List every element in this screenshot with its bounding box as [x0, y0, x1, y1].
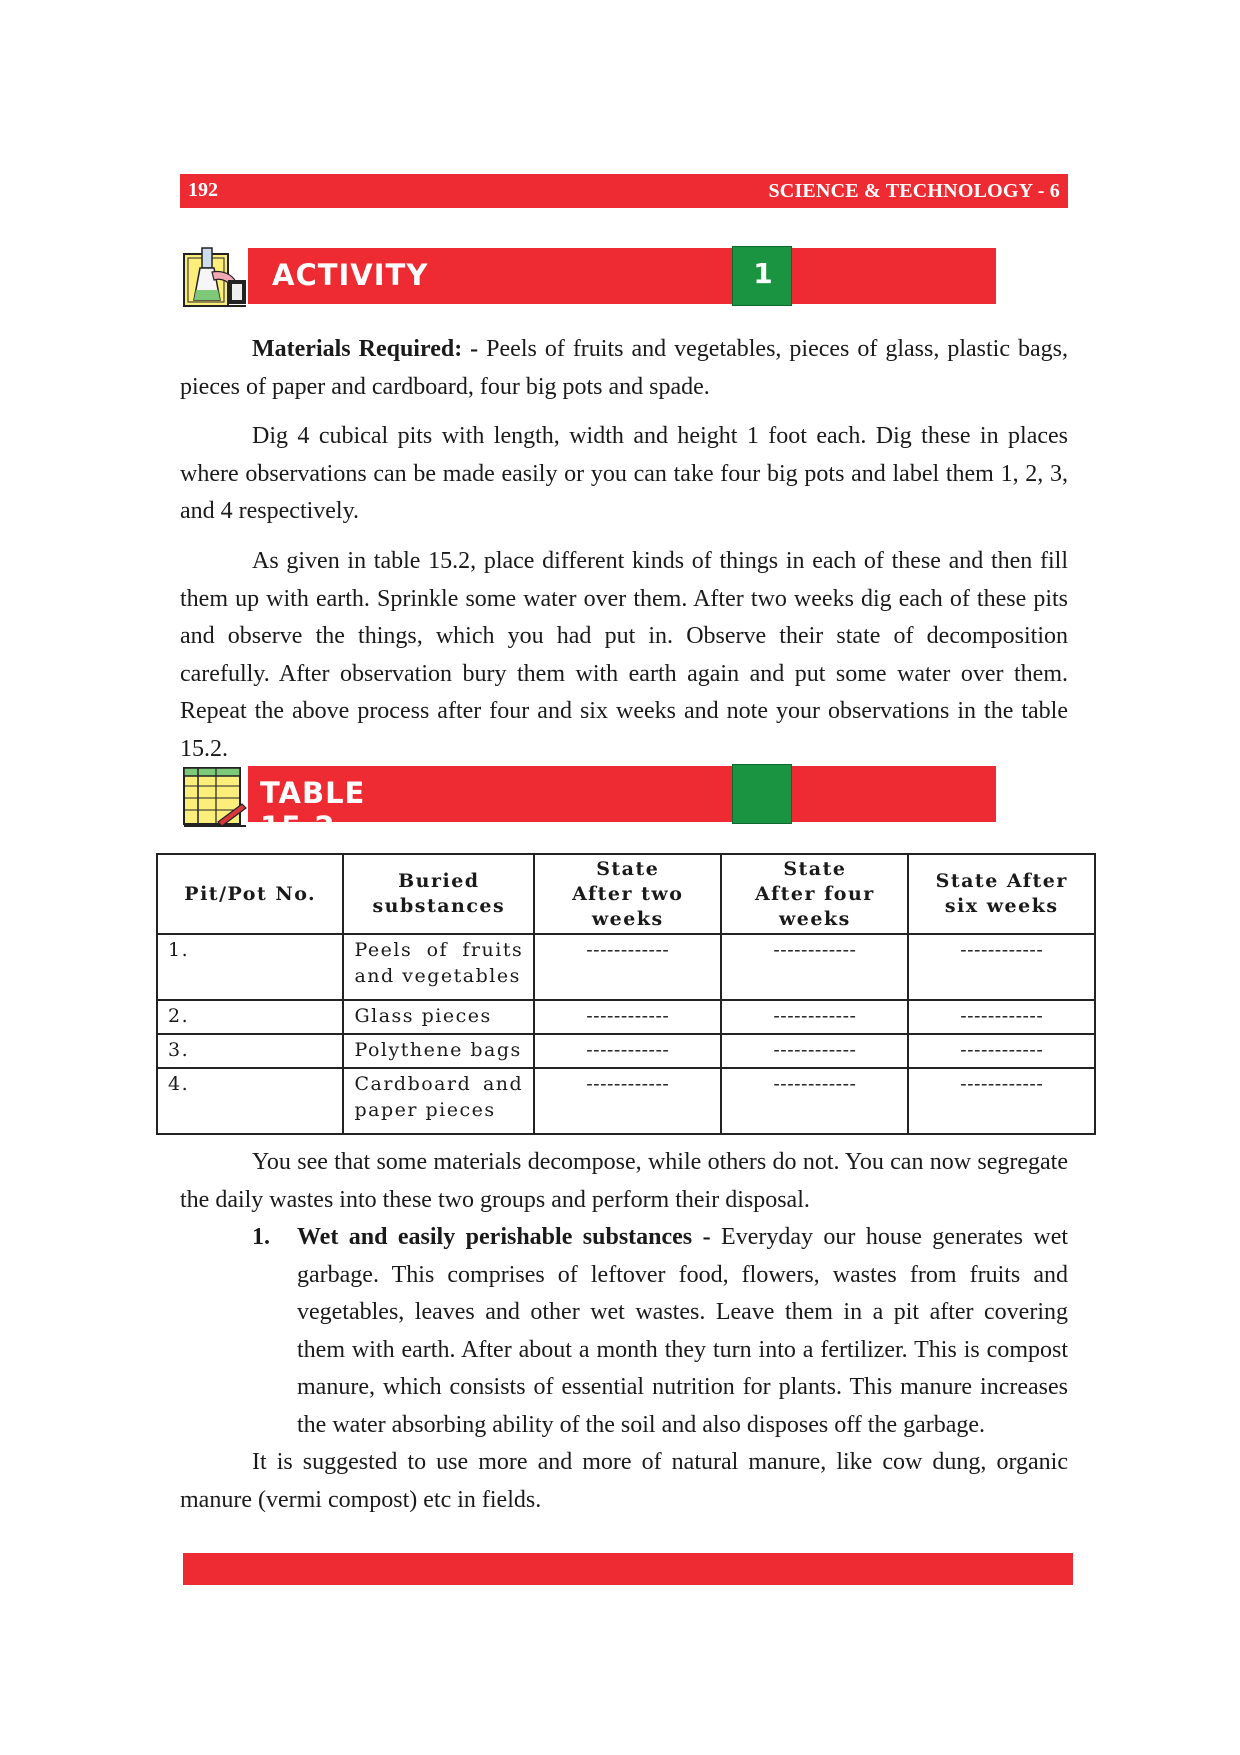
row-state-six-weeks: ------------ — [908, 1000, 1095, 1034]
table-label: TABLE 15.2 — [260, 776, 366, 844]
page-number: 192 — [188, 179, 218, 201]
suggestion-text: It is suggested to use more and more of natural manure, like cow dung, organic manure (vermi compost) etc in fields. — [180, 1449, 1068, 1513]
table-header-row — [157, 854, 1095, 934]
activity-number: 1 — [753, 257, 773, 290]
lab-activity-icon — [182, 246, 248, 312]
book-title: SCIENCE & TECHNOLOGY - 6 — [768, 180, 1060, 202]
row-number: 1. — [157, 934, 343, 1000]
table-banner-red-tail — [792, 766, 996, 822]
list-item-number: 1. — [252, 1224, 270, 1250]
table-banner-green-box — [732, 764, 792, 824]
table-row — [157, 934, 1095, 1000]
page-header-bar — [180, 174, 1068, 208]
row-state-four-weeks: ------------ — [721, 1068, 908, 1134]
row-substance: Glass pieces — [343, 1000, 534, 1034]
activity-label: ACTIVITY — [272, 258, 429, 292]
list-item-title: Wet and easily perishable substances - — [297, 1224, 711, 1250]
table-row — [157, 1034, 1095, 1068]
list-item — [180, 1219, 1068, 1444]
row-state-four-weeks: ------------ — [721, 1034, 908, 1068]
list-item-body — [297, 1219, 1068, 1444]
activity-banner-red-tail — [792, 248, 996, 304]
table-row — [157, 1000, 1095, 1034]
row-number: 3. — [157, 1034, 343, 1068]
dig-paragraph — [180, 418, 1068, 531]
materials-text: Peels of fruits and vegetables, pieces of glass, plastic bags, pieces of paper and cardboard, four big pots and spade. — [180, 336, 1068, 400]
page-footer-bar — [183, 1553, 1073, 1585]
row-state-six-weeks: ------------ — [908, 1034, 1095, 1068]
header-two-weeks: State After two weeks — [534, 854, 721, 934]
suggestion-paragraph — [180, 1444, 1068, 1519]
observation-table — [156, 853, 1096, 1135]
table-row — [157, 1068, 1095, 1134]
row-state-two-weeks: ------------ — [534, 1000, 721, 1034]
header-four-weeks: State After four weeks — [721, 854, 908, 934]
table-chart-icon — [182, 764, 248, 830]
segregate-paragraph — [180, 1144, 1068, 1219]
header-pit-no: Pit/Pot No. — [157, 854, 343, 934]
materials-paragraph — [180, 331, 1068, 406]
segregate-text: You see that some materials decompose, while others do not. You can now segregate the daily wastes into these two groups and perform their disposal. — [180, 1149, 1068, 1213]
row-state-six-weeks: ------------ — [908, 1068, 1095, 1134]
row-substance: Polythene bags — [343, 1034, 534, 1068]
row-state-four-weeks: ------------ — [721, 1000, 908, 1034]
dig-text: Dig 4 cubical pits with length, width and height 1 foot each. Dig these in places where observations can be made easily or you can take four big pots and label them 1, 2, 3, and 4 respectively. — [180, 423, 1068, 524]
table-instructions-text: As given in table 15.2, place different kinds of things in each of these and then fill them up with earth. Sprinkle some water over them. After two weeks dig each of these pits and observe the things, which you had put in. Observe their state of decomposition carefully. After observation bury them with earth again and put some water over them. Repeat the above process after four and six weeks and note your observations in the table 15.2. — [180, 548, 1068, 762]
row-state-two-weeks: ------------ — [534, 1034, 721, 1068]
header-buried-substances: Buried substances — [343, 854, 534, 934]
row-state-four-weeks: ------------ — [721, 934, 908, 1000]
table-instructions-paragraph — [180, 543, 1068, 768]
row-substance: Peels of fruits and vegetables — [343, 934, 534, 1000]
row-state-six-weeks: ------------ — [908, 934, 1095, 1000]
row-substance: Cardboard and paper pieces — [343, 1068, 534, 1134]
list-item-text: Everyday our house generates wet garbage. This comprises of leftover food, flowers, wastes from fruits and vegetables, leaves and other wet wastes. Leave them in a pit after covering them with earth. After about a month they turn into a fertilizer. This is compost manure, which consists of essential nutrition for plants. This manure increases the water absorbing ability of the soil and also disposes off the garbage. — [297, 1224, 1069, 1438]
row-state-two-weeks: ------------ — [534, 1068, 721, 1134]
header-six-weeks: State After six weeks — [908, 854, 1095, 934]
row-number: 2. — [157, 1000, 343, 1034]
materials-label: Materials Required: - — [252, 336, 479, 362]
row-state-two-weeks: ------------ — [534, 934, 721, 1000]
row-number: 4. — [157, 1068, 343, 1134]
activity-number-box — [732, 246, 792, 306]
